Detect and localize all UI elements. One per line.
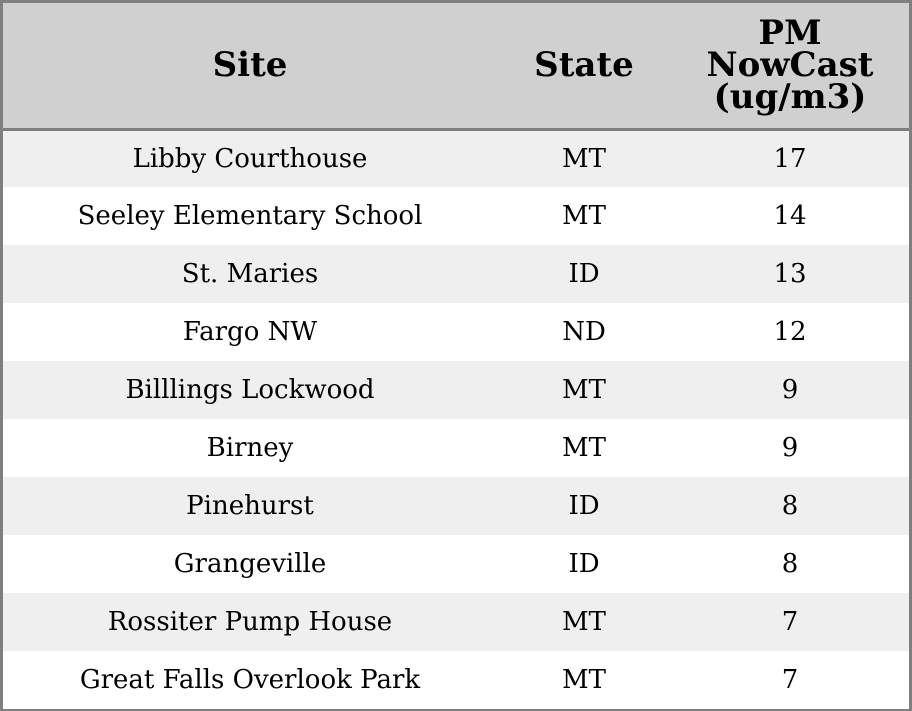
- state-cell: ID: [568, 549, 600, 579]
- site-cell: Birney: [206, 433, 294, 463]
- state-cell: ND: [562, 317, 606, 347]
- header-site: [3, 3, 497, 129]
- table-header: [3, 3, 909, 129]
- pm-value-cell: 7: [781, 665, 799, 695]
- site-cell: Seeley Elementary School: [77, 201, 423, 231]
- header-state: [497, 3, 671, 129]
- pm-value-cell: 12: [773, 317, 807, 347]
- pm-value-cell: 8: [781, 549, 799, 579]
- header-site-label: Site: [212, 45, 288, 86]
- state-cell: MT: [562, 201, 606, 231]
- header-state-label: State: [534, 45, 634, 86]
- state-cell: ID: [568, 259, 600, 289]
- header-pm-line-2: NowCast: [706, 45, 874, 86]
- table-row: [3, 651, 909, 709]
- header-pm-nowcast: [671, 3, 909, 129]
- table-row: [3, 303, 909, 361]
- table-row: [3, 129, 909, 187]
- state-cell: ID: [568, 491, 600, 521]
- table-row: [3, 535, 909, 593]
- pm-value-cell: 9: [781, 433, 799, 463]
- header-row: [3, 3, 909, 129]
- site-cell: St. Maries: [181, 259, 319, 289]
- site-cell: Great Falls Overlook Park: [79, 665, 421, 695]
- state-cell: MT: [562, 433, 606, 463]
- pm-value-cell: 14: [773, 201, 807, 231]
- state-cell: MT: [562, 375, 606, 405]
- pm-value-cell: 13: [773, 259, 807, 289]
- pm-value-cell: 7: [781, 607, 799, 637]
- table-row: [3, 361, 909, 419]
- site-cell: Pinehurst: [186, 491, 314, 521]
- site-cell: Libby Courthouse: [132, 143, 368, 174]
- table-body: [3, 129, 909, 709]
- table-row: [3, 477, 909, 535]
- header-pm-line-1: PM: [758, 13, 822, 54]
- state-cell: MT: [562, 143, 606, 174]
- site-cell: Grangeville: [173, 549, 327, 579]
- pm-nowcast-table: [3, 3, 909, 709]
- table-row: [3, 419, 909, 477]
- table-row: [3, 245, 909, 303]
- pm-value-cell: 17: [773, 143, 807, 174]
- site-cell: Billlings Lockwood: [125, 375, 375, 405]
- header-pm-line-3: (ug/m3): [713, 77, 867, 118]
- site-cell: Fargo NW: [182, 317, 318, 347]
- table-row: [3, 187, 909, 245]
- pm-value-cell: 9: [781, 375, 799, 405]
- pm-value-cell: 8: [781, 491, 799, 521]
- site-cell: Rossiter Pump House: [107, 607, 393, 637]
- state-cell: MT: [562, 665, 606, 695]
- table-row: [3, 593, 909, 651]
- state-cell: MT: [562, 607, 606, 637]
